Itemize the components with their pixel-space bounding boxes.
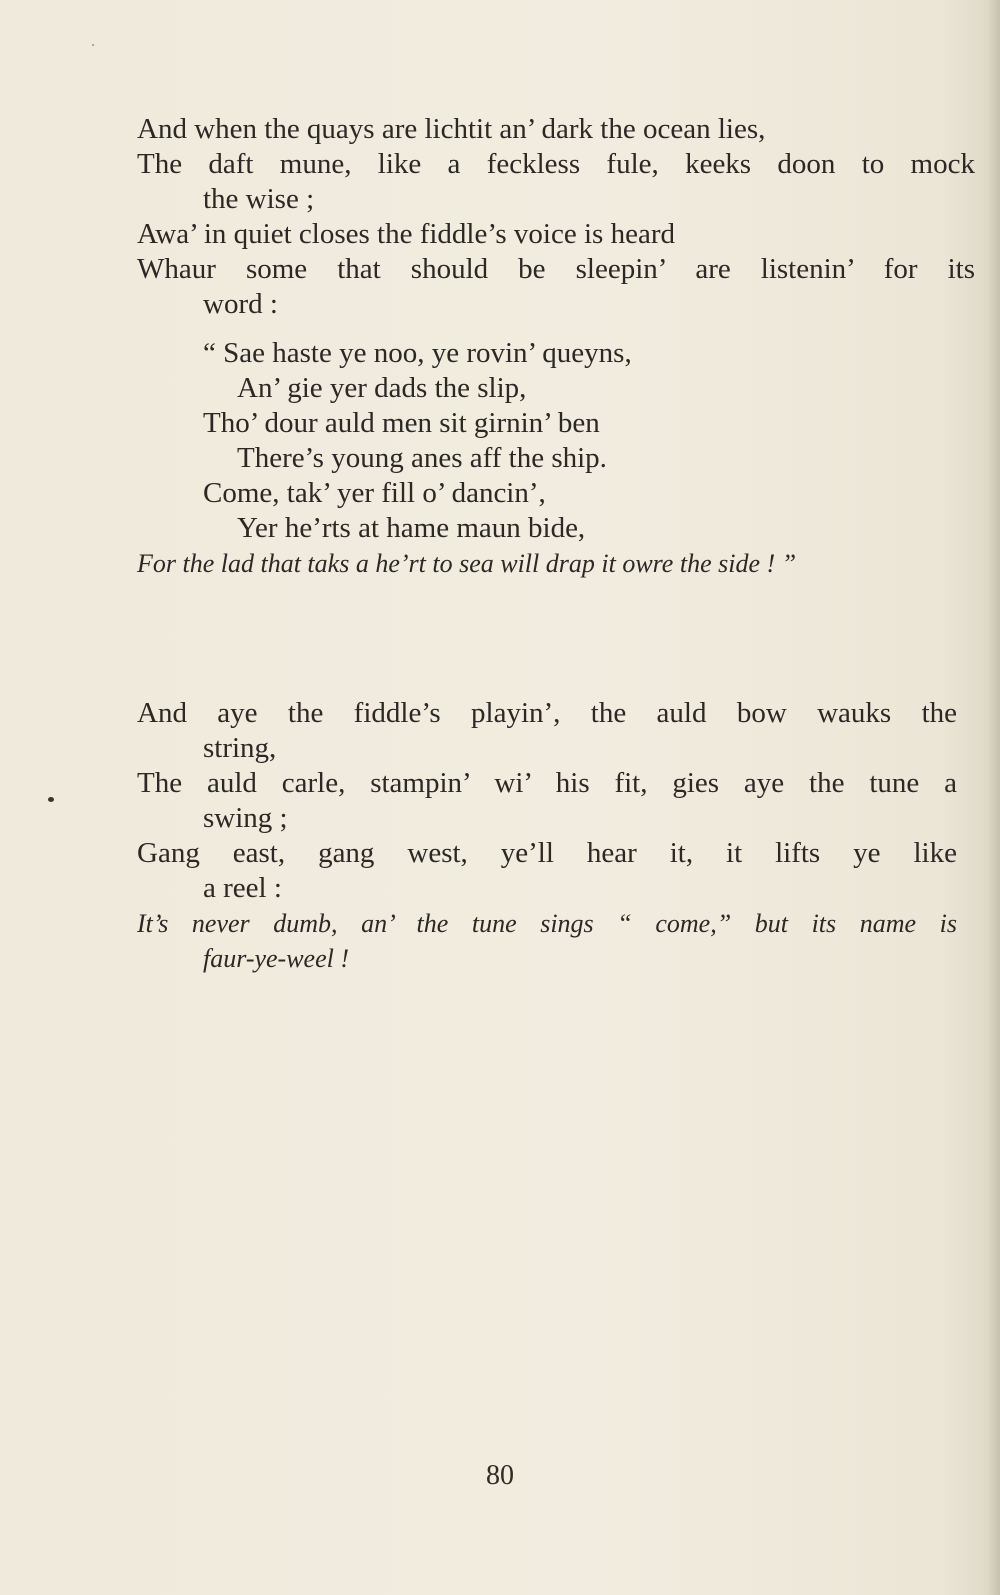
refrain-line: Tho’ dour auld men sit girnin’ ben (203, 407, 600, 439)
stanza-1 (137, 112, 975, 581)
verse-line: Awa’ in quiet closes the fiddle’s voice is heard (137, 218, 675, 250)
verse-line: Whaur some that should be sleepin’ are listenin’ for its (137, 253, 975, 285)
refrain-line-indented: There’s young anes aff the ship. (237, 442, 607, 474)
refrain-line-indented: Yer he’rts at hame maun bide, (237, 512, 586, 544)
refrain-1 (137, 336, 975, 581)
refrain-line: “ Sae haste ye noo, ye rovin’ queyns, (203, 337, 632, 369)
page-number: 80 (486, 1460, 514, 1491)
verse-line-continuation: a reel : (203, 872, 282, 904)
verse-line-continuation: string, (203, 732, 277, 764)
verse-line-continuation: word : (203, 288, 278, 320)
verse-line: Gang east, gang west, ye’ll hear it, it lifts ye like (137, 837, 957, 869)
refrain-closing-line: For the lad that taks a he’rt to sea will drap it owre the side ! ” (137, 549, 797, 578)
verse-line: And aye the fiddle’s playin’, the auld bow wauks the (137, 697, 957, 729)
refrain-line-indented: An’ gie yer dads the slip, (237, 372, 527, 404)
verse-line-continuation: the wise ; (203, 183, 315, 215)
stanza-closing-line-continuation: faur-ye-weel ! (203, 944, 350, 973)
verse-line-continuation: swing ; (203, 802, 288, 834)
print-speck (48, 797, 54, 802)
verse-line: The daft mune, like a feckless fule, keeks doon to mock (137, 148, 975, 180)
stanza-closing-line: It’s never dumb, an’ the tune sings “ come,” but its name is (137, 909, 957, 938)
print-speck (92, 44, 94, 46)
refrain-line: Come, tak’ yer fill o’ dancin’, (203, 477, 546, 509)
stanza-2 (137, 696, 957, 976)
page-gutter-shadow (988, 0, 1000, 1595)
verse-line: The auld carle, stampin’ wi’ his fit, gies aye the tune a (137, 767, 957, 799)
verse-line: And when the quays are lichtit an’ dark the ocean lies, (137, 113, 766, 145)
